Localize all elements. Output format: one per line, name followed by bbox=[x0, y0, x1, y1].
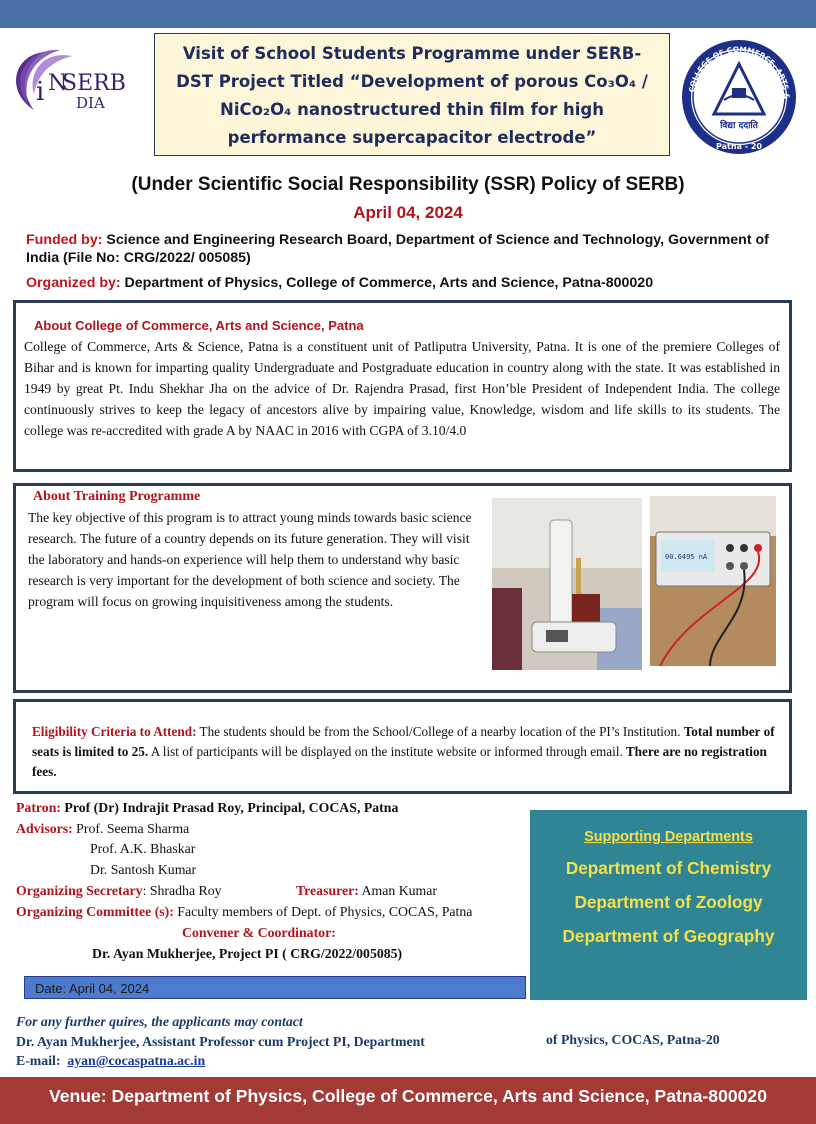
treasurer-name: Aman Kumar bbox=[358, 883, 438, 898]
advisor-1: Prof. Seema Sharma bbox=[72, 821, 190, 836]
title-line-1: Visit of School Students Programme under SERB- bbox=[182, 44, 642, 63]
patron-line bbox=[16, 800, 398, 816]
secretary-line bbox=[16, 883, 222, 899]
about-training-body: The key objective of this program is to attract young minds towards basic science research. The future of a country depends on its future generation. They will visit the laboratory and hands-on experience will help them to understand why basic research is very important for the development of both science and society. The program will focus on growing inquisitiveness among the students. bbox=[28, 510, 472, 609]
contact-line-1b: of Physics, COCAS, Patna-20 bbox=[546, 1032, 720, 1047]
about-college-body: College of Commerce, Arts & Science, Patna is a constituent unit of Patliputra University, Patna. It is one of the premiere Colleges of Bihar and is known for imparting quality Undergraduate and Postgraduate education in country along with the state. It was established in 1949 by great Pt. Indu Shekhar Jha on the advice of Dr. Rajendra Prasad, first Hon’ble President of Independent India. The college continuously strives to keep the legacy of ancestors alive by impairing value, Knowledge, wisdom and life skills to its students. The college was re-accredited with grade A by NAAC in 2016 with CGPA of 3.10/4.0 bbox=[24, 339, 780, 438]
title-box bbox=[154, 33, 670, 156]
contact-line-1: Dr. Ayan Mukherjee, Assistant Professor cum Project PI, Department bbox=[16, 1034, 425, 1049]
ssr-policy-line: (Under Scientific Social Responsibility (SSR) Policy of SERB) bbox=[131, 174, 685, 195]
svg-text:i: i bbox=[36, 77, 45, 107]
about-college-box bbox=[13, 300, 792, 472]
funded-by bbox=[26, 231, 796, 267]
email-label: E-mail: bbox=[16, 1053, 61, 1068]
title-line-2: DST Project Titled “Development of porous Co₃O₄ / bbox=[176, 72, 648, 91]
svg-text:Patna - 20: Patna - 20 bbox=[716, 142, 762, 151]
event-date: April 04, 2024 bbox=[353, 203, 463, 222]
patron-name: Prof (Dr) Indrajit Prasad Roy, Principal, COCAS, Patna bbox=[60, 800, 399, 815]
college-seal-logo bbox=[680, 38, 798, 156]
committee-members: Faculty members of Dept. of Physics, COCAS, Patna bbox=[173, 904, 473, 919]
eligibility-text-2: A list of participants will be displayed on the institute website or informed through email. bbox=[148, 744, 623, 759]
convener-label: Convener & Coordinator: bbox=[182, 925, 336, 940]
svg-text:COLLEGE OF COMMERCE, ARTS & SC: COLLEGE OF COMMERCE, ARTS & bbox=[687, 44, 792, 100]
treasurer-line bbox=[296, 883, 437, 899]
treasurer-label: Treasurer: bbox=[296, 883, 359, 898]
about-college-heading: About College of Commerce, Arts and Science, Patna bbox=[34, 318, 364, 333]
advisors-line bbox=[16, 821, 189, 837]
meter-reading: 00.6495 nA bbox=[665, 553, 708, 561]
secretary-name: : Shradha Roy bbox=[142, 883, 222, 898]
eligibility-label: Eligibility Criteria to Attend: bbox=[32, 724, 197, 739]
patron-label: Patron: bbox=[16, 800, 61, 815]
committee-line bbox=[16, 904, 472, 920]
supporting-departments-panel bbox=[530, 810, 807, 1000]
svg-text:N: N bbox=[48, 71, 68, 96]
svg-text:DIA: DIA bbox=[76, 94, 105, 112]
lab-instrument-photo bbox=[492, 498, 642, 670]
eligibility-box bbox=[13, 699, 792, 794]
secretary-label: Organizing Secretary bbox=[16, 883, 143, 898]
organized-label: Organized by: bbox=[26, 275, 121, 291]
top-banner-bar bbox=[0, 0, 816, 28]
eligibility-fees: There are no registration fees. bbox=[32, 744, 767, 779]
eligibility-text-1: The students should be from the School/College of a nearby location of the PI’s Institution. bbox=[196, 724, 681, 739]
title-line-3: NiCo₂O₄ nanostructured thin film for high bbox=[220, 100, 604, 119]
about-training-heading: About Training Programme bbox=[33, 489, 201, 504]
eligibility-text bbox=[32, 722, 780, 782]
serb-logo bbox=[4, 42, 149, 120]
about-training-box bbox=[13, 483, 792, 693]
title-line-4: performance supercapacitor electrode” bbox=[227, 128, 597, 147]
date-bar: Date: April 04, 2024 bbox=[24, 976, 526, 999]
organized-by bbox=[26, 275, 796, 291]
funded-label: Funded by: bbox=[26, 232, 103, 248]
convener-name: Dr. Ayan Mukherjee, Project PI ( CRG/2022/005085) bbox=[92, 946, 403, 961]
email-line bbox=[16, 1053, 205, 1069]
organized-text: Department of Physics, College of Commerce, Arts and Science, Patna-800020 bbox=[120, 275, 654, 291]
venue-footer: Venue: Department of Physics, College of Commerce, Arts and Science, Patna-800020 bbox=[0, 1077, 816, 1124]
advisor-2: Prof. A.K. Bhaskar bbox=[90, 841, 196, 856]
funded-text: Science and Engineering Research Board, Department of Science and Technology, Government of India (File No: CRG/2022/ 005085) bbox=[26, 232, 769, 266]
dept-geography: Department of Geography bbox=[562, 926, 775, 946]
picoammeter-photo bbox=[650, 496, 776, 666]
contact-intro: For any further quires, the applicants may contact bbox=[16, 1014, 303, 1029]
email-link[interactable]: ayan@cocaspatna.ac.in bbox=[67, 1053, 206, 1068]
advisors-label: Advisors: bbox=[16, 821, 73, 836]
svg-text:विद्या ददाति: विद्या ददाति bbox=[720, 121, 758, 131]
committee-label: Organizing Committee (s): bbox=[16, 904, 174, 919]
svg-text:SERB: SERB bbox=[62, 71, 126, 96]
dept-zoology: Department of Zoology bbox=[574, 892, 763, 912]
advisor-3: Dr. Santosh Kumar bbox=[90, 862, 197, 877]
eligibility-seats: Total number of seats is limited to 25. bbox=[32, 724, 775, 759]
dept-chemistry: Department of Chemistry bbox=[565, 858, 772, 878]
supporting-heading: Supporting Departments bbox=[584, 829, 753, 845]
